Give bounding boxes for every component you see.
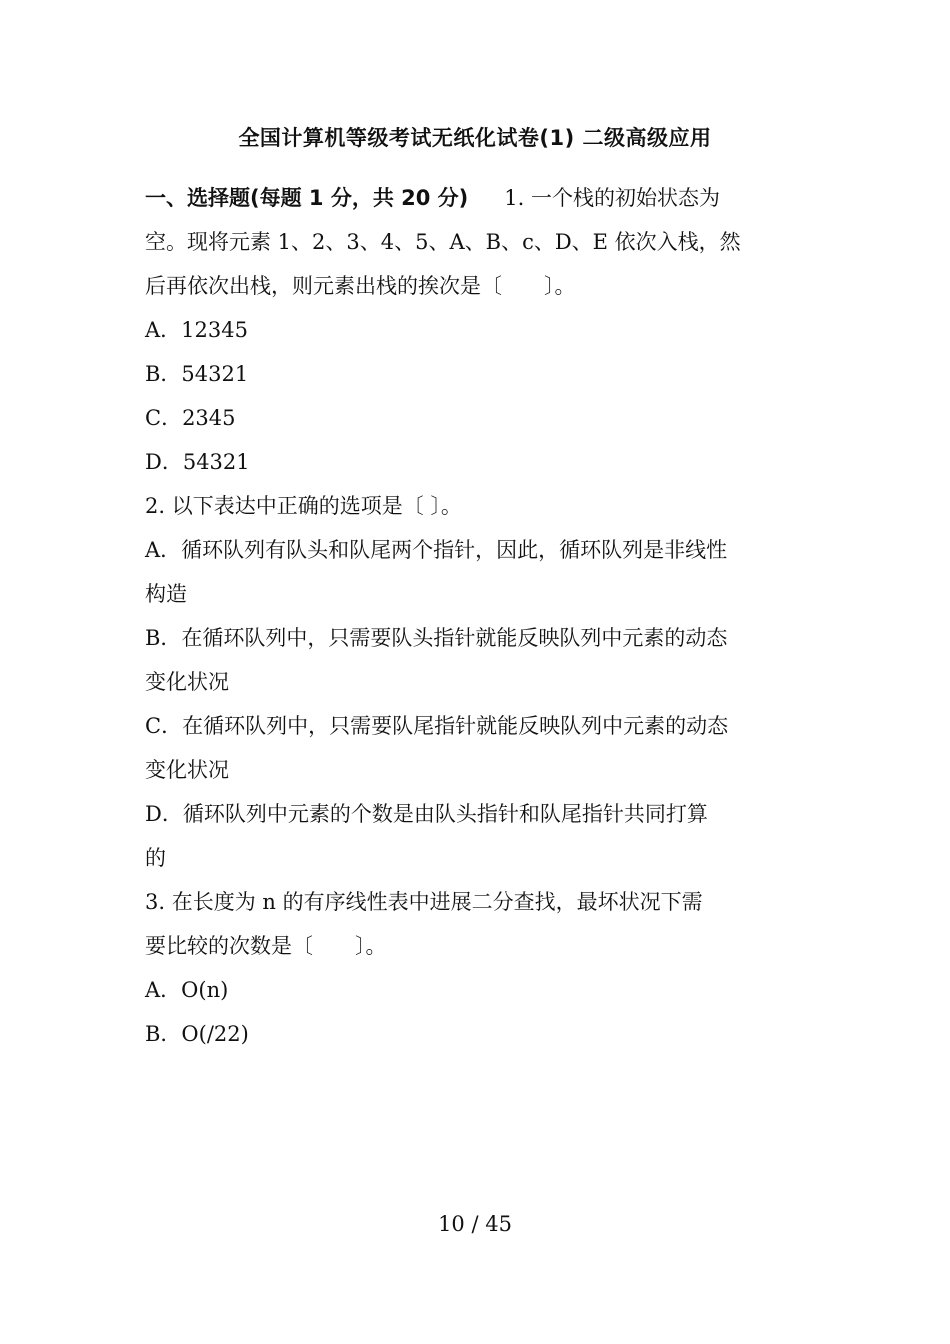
question-1-option-a: A．12345 xyxy=(145,318,248,342)
first-line xyxy=(145,176,810,220)
question-2-option-a: A．循环队列有队头和队尾两个指针，因此，循环队列是非线性 xyxy=(145,538,728,562)
question-2-option-d: D．循环队列中元素的个数是由队头指针和队尾指针共同打算 xyxy=(145,802,708,826)
document-title: 全国计算机等级考试无纸化试卷(1) 二级高级应用 xyxy=(238,126,712,150)
question-2-option-a-continued: 构造 xyxy=(145,582,187,606)
page-number: 10 / 45 xyxy=(438,1212,512,1236)
question-3-stem-continued: 要比较的次数是〔 〕。 xyxy=(145,934,387,958)
question-1-option-d: D．54321 xyxy=(145,450,250,474)
question-3-option-a: A．O(n) xyxy=(145,978,229,1002)
question-1-option-b: B．54321 xyxy=(145,362,249,386)
question-2-stem: 2. 以下表达中正确的选项是〔 〕。 xyxy=(145,494,462,518)
question-2-option-c-continued: 变化状况 xyxy=(145,758,229,782)
question-2-option-c: C．在循环队列中，只需要队尾指针就能反映队列中元素的动态 xyxy=(145,714,729,738)
document-body xyxy=(145,176,810,1056)
question-1-stem: 1. 一个栈的初始状态为 xyxy=(504,186,720,210)
question-2-option-b: B．在循环队列中，只需要队头指针就能反映队列中元素的动态 xyxy=(145,626,728,650)
question-2-option-b-continued: 变化状况 xyxy=(145,670,229,694)
question-3-option-b: B．O(/22) xyxy=(145,1022,249,1046)
question-3-stem: 3. 在长度为 n 的有序线性表中进展二分查找，最坏状况下需 xyxy=(145,890,703,914)
section-heading: 一、选择题(每题 1 分，共 20 分) xyxy=(145,186,469,210)
question-1-option-c: C．2345 xyxy=(145,406,236,430)
question-2-option-d-continued: 的 xyxy=(145,846,166,870)
question-1-stem-end: 后再依次出栈，则元素出栈的挨次是〔 〕。 xyxy=(145,274,576,298)
question-1-stem-continued: 空。现将元素 1、2、3、4、5、A、B、c、D、E 依次入栈，然 xyxy=(145,230,741,254)
